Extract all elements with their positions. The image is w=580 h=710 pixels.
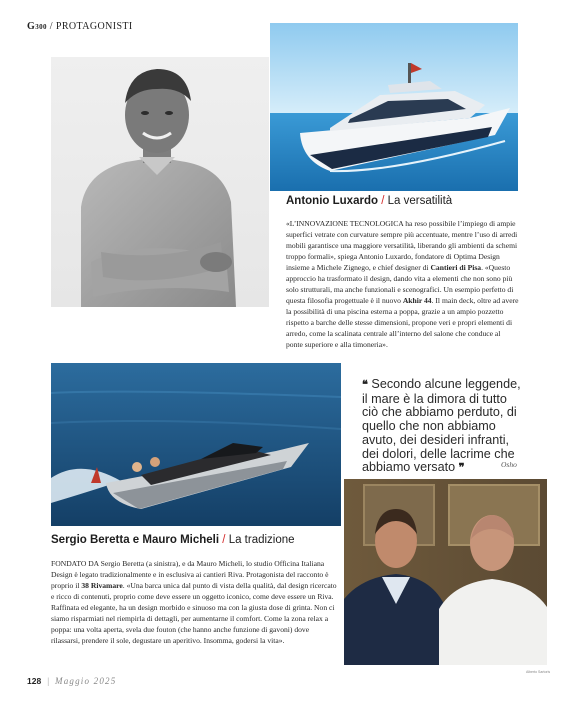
portrait-antonio-luxardo [51,57,269,307]
quote-close-icon: ❞ [458,462,465,475]
riva-38-rivamare-photo [51,363,341,526]
quote-open-icon: ❝ [362,379,368,391]
page-footer [27,676,116,686]
article2-bold-1: 38 Rivamare [81,581,123,590]
article1-heading [286,195,452,207]
magazine-logo: G300 [27,21,47,32]
article2-heading [51,534,295,546]
footer-separator: | [47,676,49,686]
article1-lead: «L’INNOVAZIONE TECNOLOGICA [286,219,404,228]
article2-body: FONDATO DA Sergio Beretta (a sinistra), e da Mauro Micheli, lo studio Officina Italiana Design è legato tradizionalmente e in esclusiva ai cantieri Riva. Protagonista del racconto è proprio il 38 Rivamare. «Una barca unica dal punto di vista della qualità, dal design ricercato e ricco di contenuti, proprio come deve essere un oggetto iconico, come deve essere un Riva. Raffinata ed elegante, ha un design morbido e sinuoso ma con la giusta dose di grinta. Non ci siamo risparmiati nel riempirla di dettagli, per aumentarne il comfort. Come la zona relax a poppa: una volta aperta, svela due fouton (che hanno anche funzione di gavoni) dove rilassarsi, prendere il sole, degustare un aperitivo. Insomma, godersi la vita». [51,559,337,645]
page-number: 128 [27,676,42,686]
portrait-beretta-micheli [344,479,547,665]
article1-bold-1: Cantieri di Pisa [430,263,482,272]
article2-lead: FONDATO DA [51,559,99,568]
photo-credit: Alberto Sartoris [526,670,551,674]
article1-slash: / [381,195,385,207]
akhir-44-yacht-photo [270,23,518,191]
issue-date: Maggio 2025 [55,676,117,686]
article2-slash: / [222,534,226,546]
section-name: / PROTAGONISTI [49,21,133,32]
pull-quote [362,378,522,476]
article1-name: Antonio Luxardo [286,195,378,207]
article1-body: «L’INNOVAZIONE TECNOLOGICA ha reso possibile l’impiego di ampie superfici vetrate con curvature sempre più accentuate, mentre l’uso di arredi mobili garantisce una maggiore versatilità, liberando gli ambienti da schemi troppo formali», spiega Antonio Luxardo, fondatore di Optima Design insieme a Michele Zignego, e chief designer di Cantieri di Pisa. «Questo approccio ha trasformato il design, dando vita a elementi che non sono più solo strutturali, ma anche funzionali e scenografici. Un esempio perfetto di questa filosofia progettuale è il nuovo Akhir 44. Il main deck, oltre ad avere la possibilità di una piscina esterna a poppa, grazie a un ampio pozzetto rispetto a barche delle stesse dimensioni, propone veri e propri elementi di arredo, come la scalinata centrale all’interno del salone che conduce al ponte superiore e alla timoneria». [286,219,519,349]
quote-text: Secondo alcune leggende, il mare è la dimora di tutto ciò che abbiamo perduto, di quello che non abbiamo avuto, dei desideri infranti, dei dolori, delle lacrime che abbiamo versato [362,377,521,475]
article2-subtitle: La tradizione [228,534,295,546]
article1-subtitle: La versatilità [387,195,453,207]
quote-author: Osho [501,460,517,469]
article2-name: Sergio Beretta e Mauro Micheli [51,534,220,546]
article1-bold-2: Akhir 44 [402,296,432,305]
running-header [27,21,133,32]
